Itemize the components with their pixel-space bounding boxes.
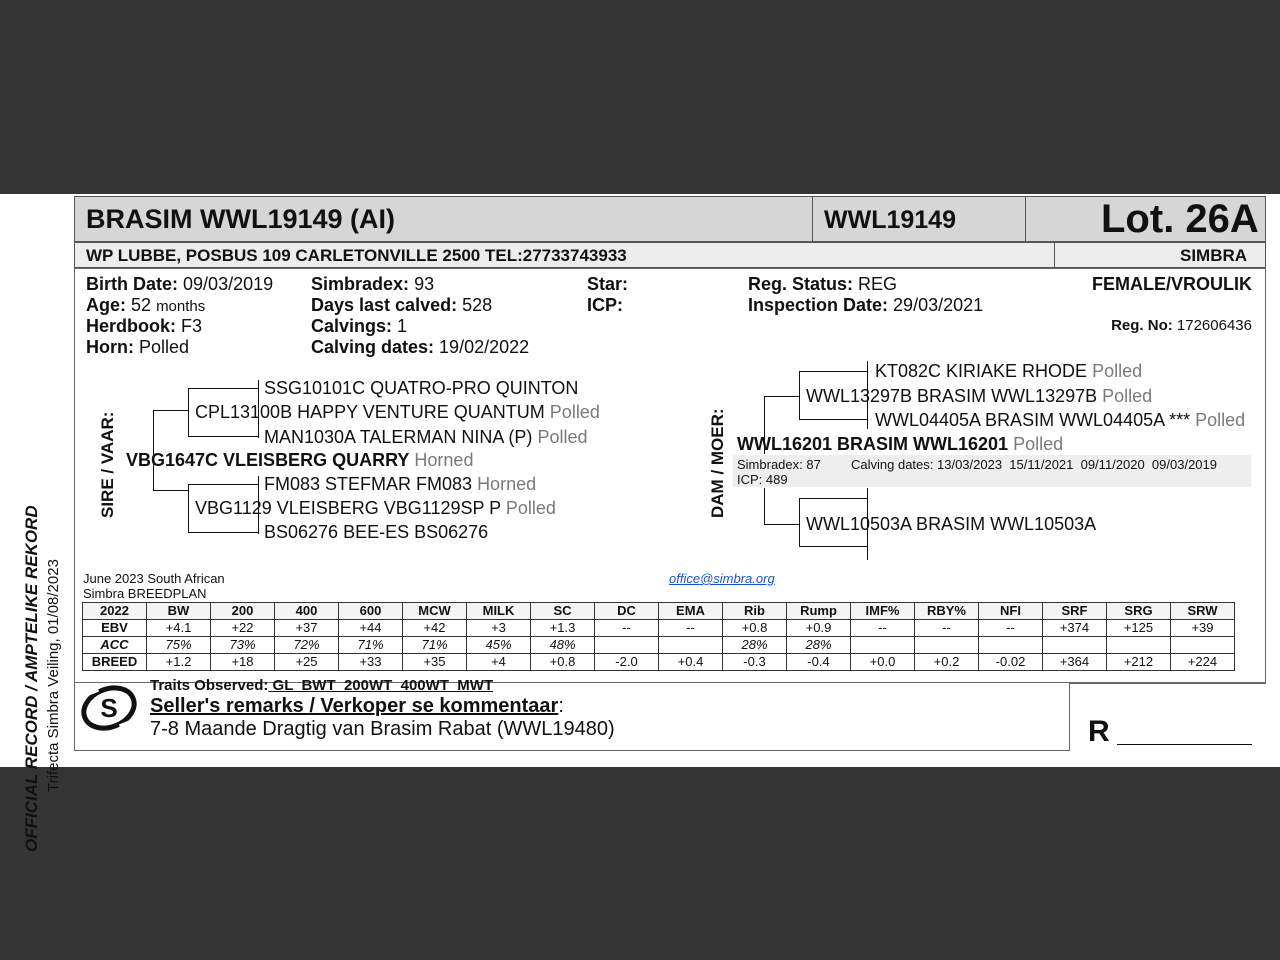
ebv-cell: +125 [1107,620,1171,637]
ebv-cell: +39 [1171,620,1235,637]
calvings: Calvings: 1 [311,316,408,336]
dam-simbradex: Simbradex: 87 [737,457,821,472]
acc-cell [1171,637,1235,654]
acc-cell: 73% [211,637,275,654]
acc-cell: 45% [467,637,531,654]
herdbook: Herdbook: F3 [86,316,203,336]
acc-cell [851,637,915,654]
acc-cell: 72% [275,637,339,654]
dam-tree-line [799,546,867,547]
sire-dam: VBG1129 VLEISBERG VBG1129SP P Polled [195,498,556,518]
ebv-header: Rump [787,603,851,620]
email-link[interactable]: office@simbra.org [669,571,775,586]
dam-tree-line [799,371,800,419]
sex: FEMALE/VROULIK [1092,274,1252,294]
acc-cell [659,637,723,654]
ebv-header: SRW [1171,603,1235,620]
icp-label: ICP: [587,295,623,315]
simbra-logo [78,684,140,732]
ebv-header: IMF% [851,603,915,620]
acc-cell: 71% [339,637,403,654]
ebv-header: 600 [339,603,403,620]
simbradex: Simbradex: 93 [311,274,435,294]
ebv-header: RBY% [915,603,979,620]
sire-label: SIRE / VAAR: [98,411,117,518]
breed-cell: +4 [467,654,531,671]
breed-cell: +364 [1043,654,1107,671]
ebv-cell: -- [595,620,659,637]
acc-cell [979,637,1043,654]
ebv-cell: -- [851,620,915,637]
lot-card [0,194,1280,852]
acc-cell [1043,637,1107,654]
breed-cell: +18 [211,654,275,671]
ebv-header: NFI [979,603,1043,620]
official-record-label: OFFICIAL RECORD / AMPTELIKE REKORD [22,505,41,852]
breed-cell: +33 [339,654,403,671]
price-label: R [1088,715,1110,748]
ebv-table [82,602,1235,671]
ebv-cell: +37 [275,620,339,637]
seller-remarks-heading: Seller's remarks / Verkoper se kommentaar: [150,695,564,717]
breed-cell: +224 [1171,654,1235,671]
sire-tree-line [188,388,258,389]
ebv-header: EMA [659,603,723,620]
ebv-source-line-2: Simbra BREEDPLAN [83,586,207,601]
ebv-cell: +22 [211,620,275,637]
age: Age: 52 months [86,295,206,315]
breed-cell: -0.3 [723,654,787,671]
owner-info: WP LUBBE, POSBUS 109 CARLETONVILLE 2500 TEL:27733743933 [86,246,627,265]
acc-cell: 28% [787,637,851,654]
ebv-cell: +0.9 [787,620,851,637]
dam-tree-line [764,524,799,525]
ebv-cell: +1.3 [531,620,595,637]
ebv-header: 2022 [83,603,147,620]
acc-cell [595,637,659,654]
breed-cell: +1.2 [147,654,211,671]
days-last-calved: Days last calved: 528 [311,295,493,315]
simbra-logo-icon [78,684,140,732]
dam-tree-line [764,396,799,397]
sire: VBG1647C VLEISBERG QUARRY Horned [126,450,474,470]
dam-tree-line [799,498,867,499]
ebv-cell: +42 [403,620,467,637]
ebv-header: SC [531,603,595,620]
ebv-header: 200 [211,603,275,620]
animal-name: BRASIM WWL19149 (AI) [86,204,396,234]
ebv-cell: +44 [339,620,403,637]
sire-dam-sire: FM083 STEFMAR FM083 Horned [264,474,537,494]
sire-tree-line [153,410,188,411]
sire-sire: CPL13100B HAPPY VENTURE QUANTUM Polled [195,402,600,422]
ebv-cell: -- [659,620,723,637]
sire-tree-line [188,484,258,485]
breed-cell: +0.8 [531,654,595,671]
acc-cell: 75% [147,637,211,654]
breed-cell: +0.2 [915,654,979,671]
ebv-header: DC [595,603,659,620]
ebv-header: 400 [275,603,339,620]
ebv-header: Rib [723,603,787,620]
ebv-source-line-1: June 2023 South African [83,571,225,586]
dam-sire-dam: WWL04405A BRASIM WWL04405A *** Polled [875,410,1246,430]
ebv-cell: -- [915,620,979,637]
acc-row [83,637,1235,654]
sire-tree-line [188,436,258,437]
sale-label: Trifecta Simbra Veiling, 01/08/2023 [45,559,62,792]
breed-cell: +35 [403,654,467,671]
logo-letter: S [100,693,118,723]
breed-cell: +25 [275,654,339,671]
breed-cell: +0.4 [659,654,723,671]
ebv-cell: +4.1 [147,620,211,637]
ebv-header: SRG [1107,603,1171,620]
traits-observed: Traits Observed: GL BWT 200WT 400WT MWT [150,677,494,694]
breed-cell: +0.0 [851,654,915,671]
reg-status: Reg. Status: REG [748,274,898,294]
horn-status: Horn: Polled [86,337,190,357]
ebv-cell: +0.8 [723,620,787,637]
birth-date: Birth Date: 09/03/2019 [86,274,274,294]
breed-cell: -2.0 [595,654,659,671]
ebv-header: BW [147,603,211,620]
ebv-row [83,620,1235,637]
dam-tree-line [799,498,800,546]
lot-number: Lot. 26A [1101,197,1259,241]
sire-tree-line [188,532,258,533]
animal-id: WWL19149 [824,206,956,234]
acc-cell [1107,637,1171,654]
ebv-header: SRF [1043,603,1107,620]
dam-tree-line [799,371,867,372]
dam-dam: WWL10503A BRASIM WWL10503A [806,514,1097,534]
ebv-cell: EBV [83,620,147,637]
dam-sire-sire: KT082C KIRIAKE RHODE Polled [875,361,1143,381]
reg-number: Reg. No: 172606436 [1111,317,1252,334]
acc-cell [915,637,979,654]
sire-dam-dam: BS06276 BEE-ES BS06276 [264,522,489,542]
price-divider [1069,683,1266,685]
acc-cell: 48% [531,637,595,654]
calving-dates: Calving dates: 19/02/2022 [311,337,530,357]
sire-tree-line [188,484,189,532]
sire-sire-dam: MAN1030A TALERMAN NINA (P) Polled [264,427,588,447]
seller-remarks-text: 7-8 Maande Dragtig van Brasim Rabat (WWL19480) [150,718,615,740]
dam-calving-dates: Calving dates: 13/03/2023 15/11/2021 09/11/2020 09/03/2019 [851,457,1217,472]
acc-cell: 28% [723,637,787,654]
breed-cell: +212 [1107,654,1171,671]
dam-icp: ICP: 489 [737,472,788,487]
price-line[interactable] [1117,744,1252,745]
sire-sire-sire: SSG10101C QUATRO-PRO QUINTON [264,378,579,398]
dam-tree-line [764,488,765,524]
breed-name: SIMBRA [1180,246,1248,265]
ebv-header-row [83,603,1235,620]
sire-tree-line [153,490,188,491]
inspection-date: Inspection Date: 29/03/2021 [748,295,984,315]
dam-label: DAM / MOER: [708,408,727,518]
breed-avg-row [83,654,1235,671]
sire-tree-line [188,388,189,436]
ebv-cell: +3 [467,620,531,637]
ebv-cell: +374 [1043,620,1107,637]
acc-cell: ACC [83,637,147,654]
ebv-header: MILK [467,603,531,620]
breed-cell: BREED [83,654,147,671]
dam-tree-line [799,419,867,420]
breed-cell: -0.02 [979,654,1043,671]
star-label: Star: [587,274,629,294]
ebv-cell: -- [979,620,1043,637]
price-divider [1069,683,1070,751]
ebv-header: MCW [403,603,467,620]
dam-sire: WWL13297B BRASIM WWL13297B Polled [806,386,1153,406]
dam: WWL16201 BRASIM WWL16201 Polled [737,434,1064,454]
acc-cell: 71% [403,637,467,654]
breed-cell: -0.4 [787,654,851,671]
